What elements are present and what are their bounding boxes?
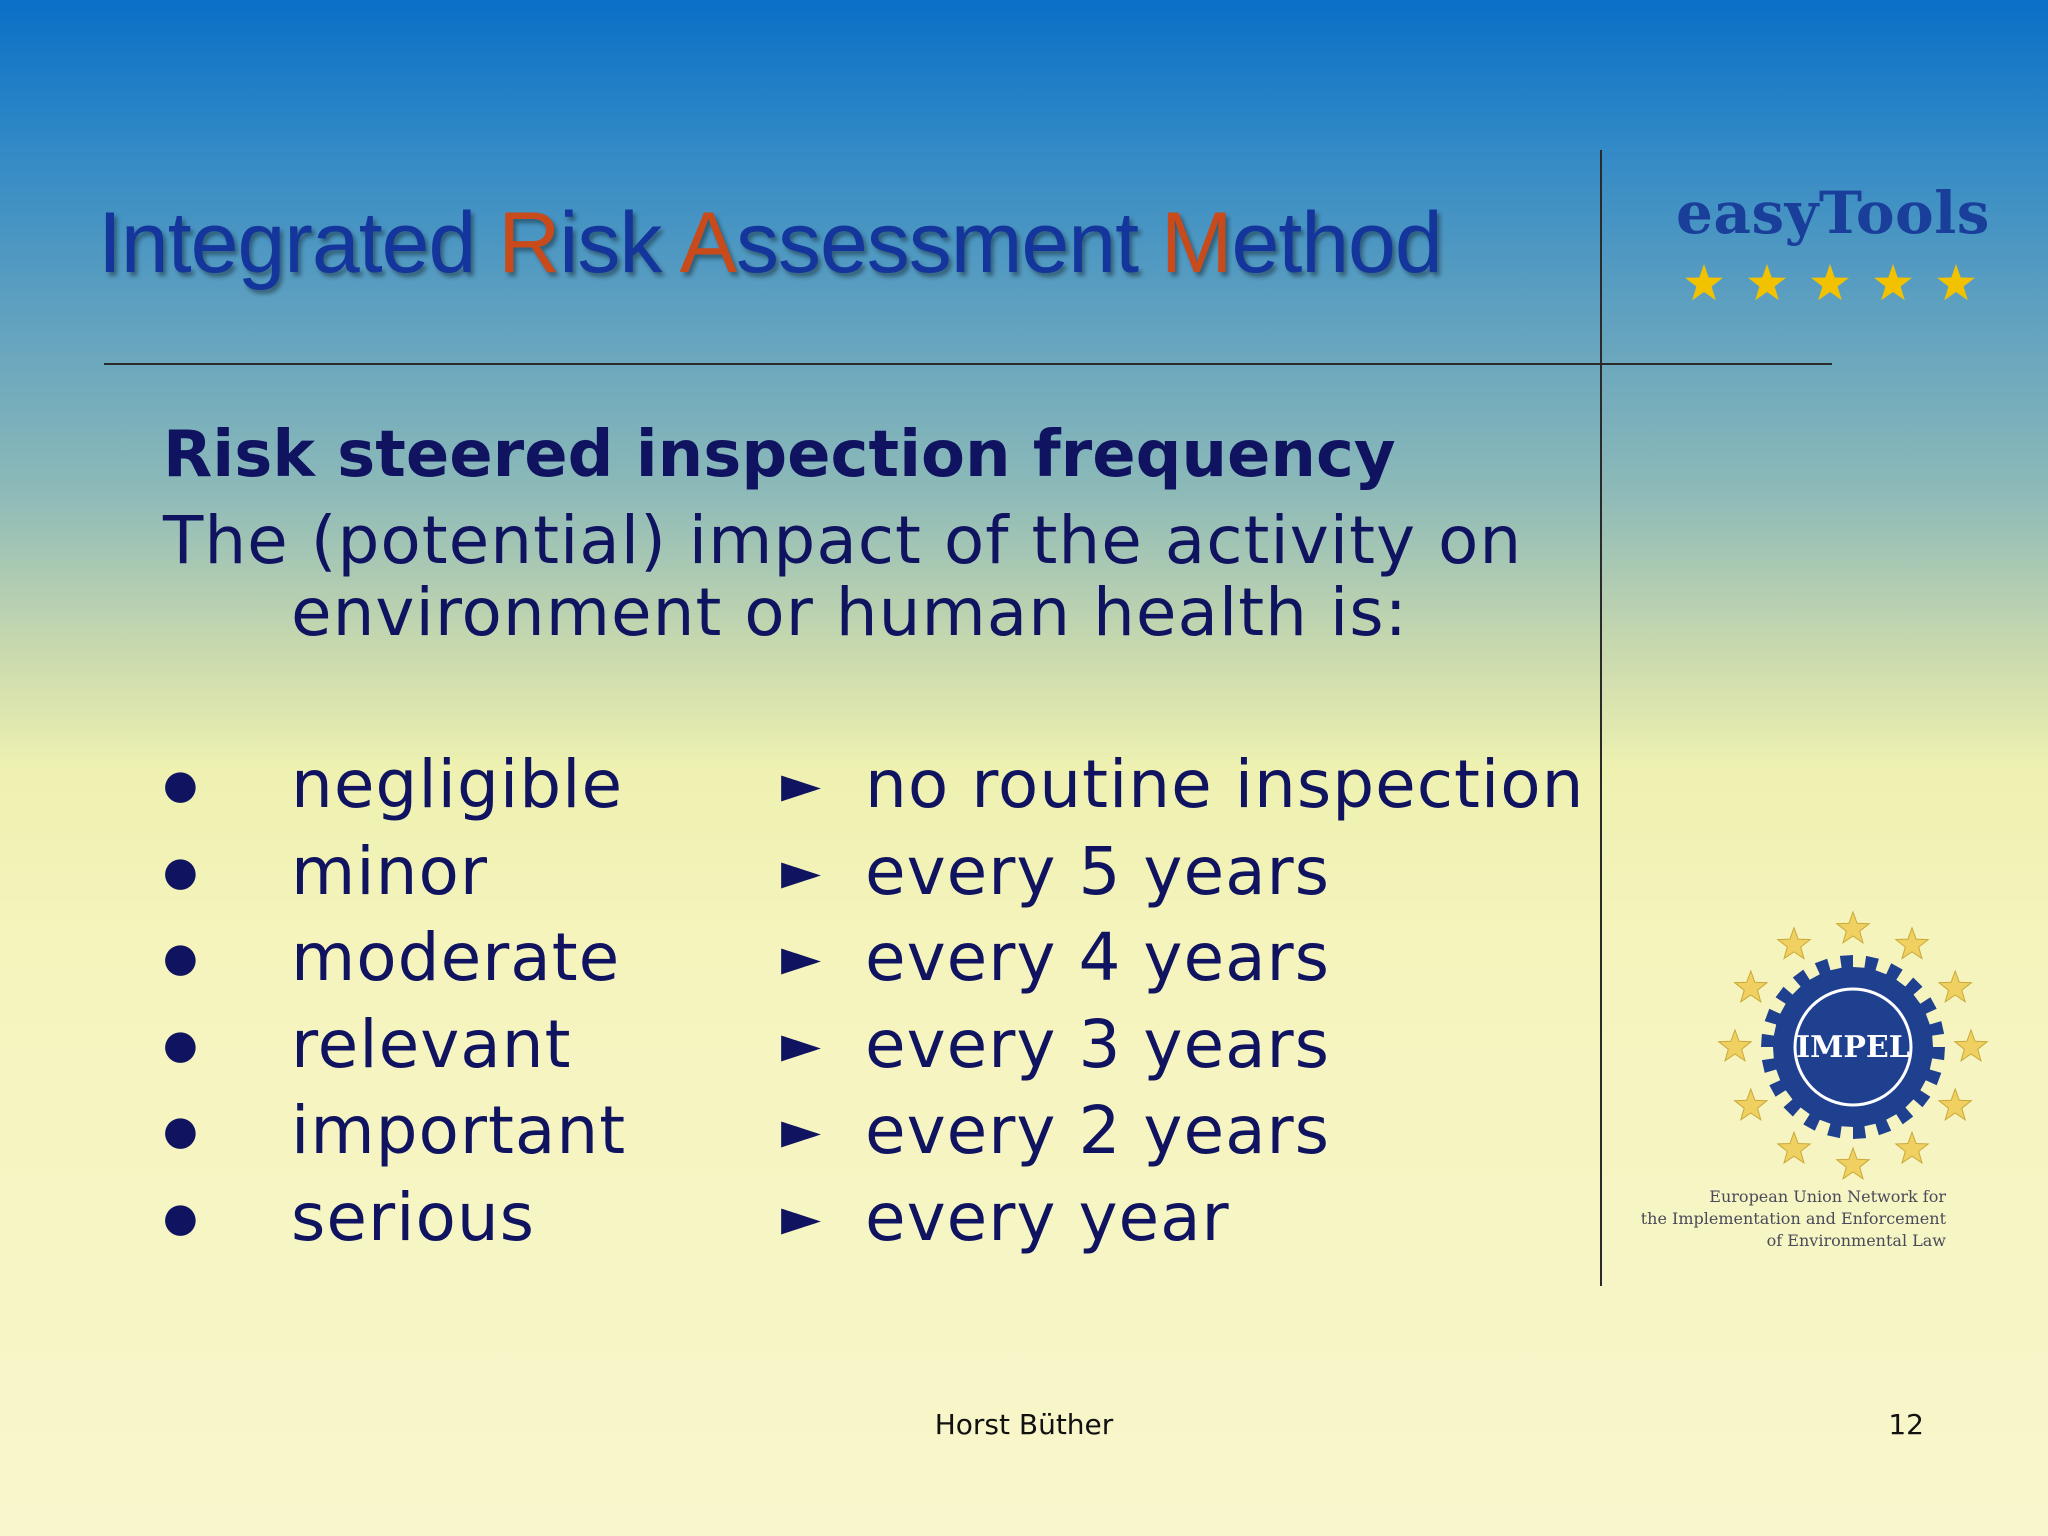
logo-caption-line: of Environmental Law — [1766, 1231, 1946, 1250]
bullet-icon: ● — [163, 935, 199, 981]
arrow-icon: ► — [781, 755, 822, 815]
logo-caption — [1630, 1186, 1946, 1252]
title-text-part: isk — [559, 195, 680, 291]
vertical-divider — [1600, 150, 1602, 1286]
slide-number: 12 — [1888, 1408, 1924, 1441]
arrow-icon: ► — [781, 841, 822, 902]
bullet-icon: ● — [163, 1108, 199, 1154]
risk-row — [163, 1002, 1583, 1089]
section-heading: Risk steered inspection frequency — [163, 418, 1396, 492]
star-icon — [1937, 264, 1975, 300]
brand-stars — [1680, 260, 1980, 306]
star-icon — [1939, 1089, 1971, 1120]
slide-title — [98, 196, 1442, 291]
risk-level: relevant — [291, 1005, 572, 1083]
star-icon — [1811, 264, 1849, 300]
title-text-part: ethod — [1231, 195, 1442, 291]
risk-row — [163, 915, 1583, 1002]
risk-row — [163, 1088, 1583, 1175]
logo-caption-line: European Union Network for — [1709, 1187, 1946, 1206]
inspection-frequency: every 4 years — [865, 919, 1331, 996]
impel-logo — [1708, 902, 1998, 1192]
star-icon — [1748, 264, 1786, 300]
bullet-icon: ● — [163, 1021, 199, 1068]
star-icon — [1837, 912, 1869, 943]
risk-level: serious — [291, 1178, 536, 1256]
logo-text: IMPEL — [1796, 1030, 1910, 1065]
star-icon — [1896, 1132, 1928, 1163]
risk-level: important — [291, 1092, 627, 1169]
risk-level: moderate — [291, 919, 621, 996]
star-icon — [1837, 1148, 1869, 1179]
star-icon — [1778, 928, 1810, 959]
title-divider — [104, 363, 1832, 365]
easytools-brand-name: easyTools — [1676, 179, 1990, 247]
inspection-frequency: every 3 years — [865, 1005, 1331, 1083]
star-icon — [1778, 1132, 1810, 1163]
bullet-icon: ● — [163, 1194, 199, 1241]
bullet-icon: ● — [163, 762, 199, 808]
risk-level: negligible — [291, 746, 624, 823]
inspection-frequency: no routine inspection — [865, 746, 1585, 823]
risk-row — [163, 829, 1583, 916]
arrow-icon: ► — [781, 1101, 822, 1161]
star-icon — [1735, 1089, 1767, 1120]
risk-row — [163, 1175, 1583, 1262]
title-highlight-letter: A — [679, 195, 736, 291]
star-icon — [1685, 264, 1723, 300]
inspection-frequency: every 2 years — [865, 1092, 1331, 1169]
star-icon — [1874, 264, 1912, 300]
arrow-icon: ► — [781, 1187, 822, 1248]
star-icon — [1896, 928, 1928, 959]
inspection-frequency: every 5 years — [865, 832, 1331, 910]
footer-author: Horst Büther — [934, 1408, 1114, 1441]
star-icon — [1939, 971, 1971, 1002]
star-icon — [1719, 1030, 1751, 1061]
title-highlight-letter: M — [1160, 195, 1232, 291]
risk-frequency-list — [163, 742, 1583, 1261]
star-icon — [1955, 1030, 1987, 1061]
logo-caption-line: the Implementation and Enforcement — [1640, 1209, 1946, 1228]
title-text-part: ssessment — [735, 195, 1161, 291]
title-text-part: Integrated — [98, 195, 499, 291]
risk-row — [163, 742, 1583, 829]
title-highlight-letter: R — [498, 195, 560, 291]
star-icon — [1735, 971, 1767, 1002]
arrow-icon: ► — [781, 928, 822, 988]
risk-level: minor — [291, 832, 488, 910]
arrow-icon: ► — [781, 1014, 822, 1075]
bullet-icon: ● — [163, 848, 199, 895]
intro-text: The (potential) impact of the activity on environment or human health is: — [163, 502, 1523, 651]
inspection-frequency: every year — [865, 1178, 1230, 1256]
